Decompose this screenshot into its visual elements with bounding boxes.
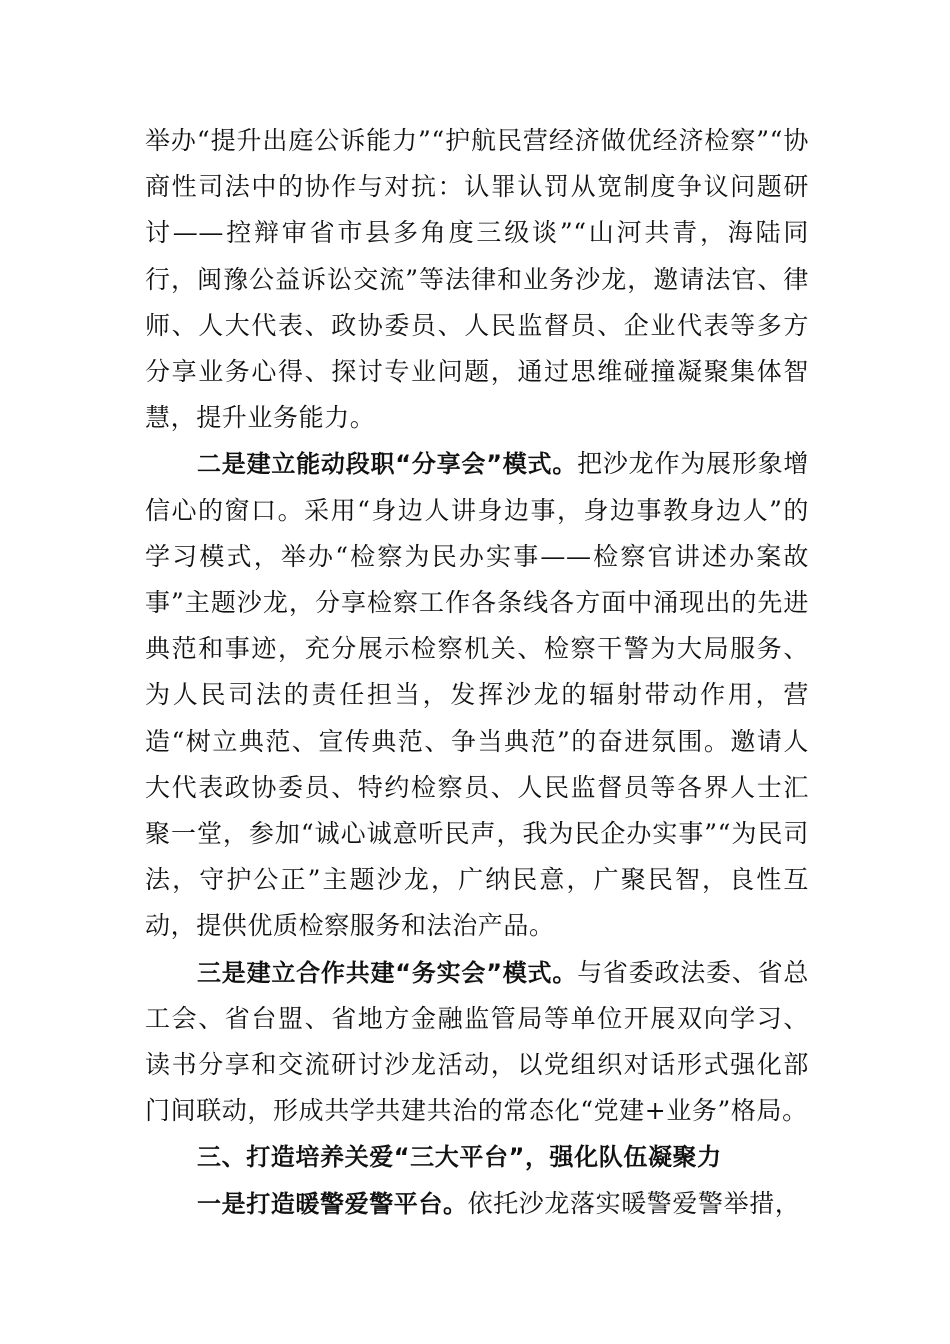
- paragraph-3-text: 与省委政法委、省总工会、省台盟、省地方金融监管局等单位开展双向学习、读书分享和交流研讨沙龙活动，以党组织对话形式强化部门间联动，形成共学共建共治的常态化“党建+业务”格局。: [145, 957, 809, 1126]
- paragraph-2-lead: 二是建立能动段职“分享会”模式。: [197, 450, 578, 479]
- paragraph-4-lead: 一是打造暖警爱警平台。: [197, 1189, 468, 1218]
- section-heading: 三、打造培养关爱“三大平台”，强化队伍凝聚力: [197, 1143, 722, 1172]
- paragraph-4-text: 依托沙龙落实暖警爱警举措，: [467, 1188, 801, 1218]
- paragraph-2-text: 把沙龙作为展形象增信心的窗口。采用“身边人讲身边事，身边事教身边人”的学习模式，举办“检察为民办实事——检察官讲述办案故事”主题沙龙，分享检察工作各条线各方面中涌现出的先进典范和事迹，充分展示检察机关、检察干警为大局服务、为人民司法的责任担当，发挥沙龙的辐射带动作用，营造“树立典范、宣传典范、争当典范”的奋进氛围。邀请人大代表政协委员、特约检察员、人民监督员等各界人士汇聚一堂，参加“诚心诚意听民声，我为民企办实事”“为民司法，守护公正”主题沙龙，广纳民意，广聚民智，良性互动，提供优质检察服务和法治产品。: [145, 449, 809, 941]
- paragraph-4: [145, 1181, 809, 1227]
- paragraph-1: [145, 118, 809, 441]
- paragraph-3-lead: 三是建立合作共建“务实会”模式。: [197, 958, 578, 987]
- paragraph-3: [145, 950, 809, 1135]
- document-body: [145, 118, 809, 1227]
- paragraph-2: [145, 441, 809, 949]
- paragraph-1-text: 举办“提升出庭公诉能力”“护航民营经济做优经济检察”“协商性司法中的协作与对抗：认罪认罚从宽制度争议问题研讨——控辩审省市县多角度三级谈”“山河共青，海陆同行，闽豫公益诉讼交流”等法律和业务沙龙，邀请法官、律师、人大代表、政协委员、人民监督员、企业代表等多方分享业务心得、探讨专业问题，通过思维碰撞凝聚集体智慧，提升业务能力。: [145, 126, 809, 433]
